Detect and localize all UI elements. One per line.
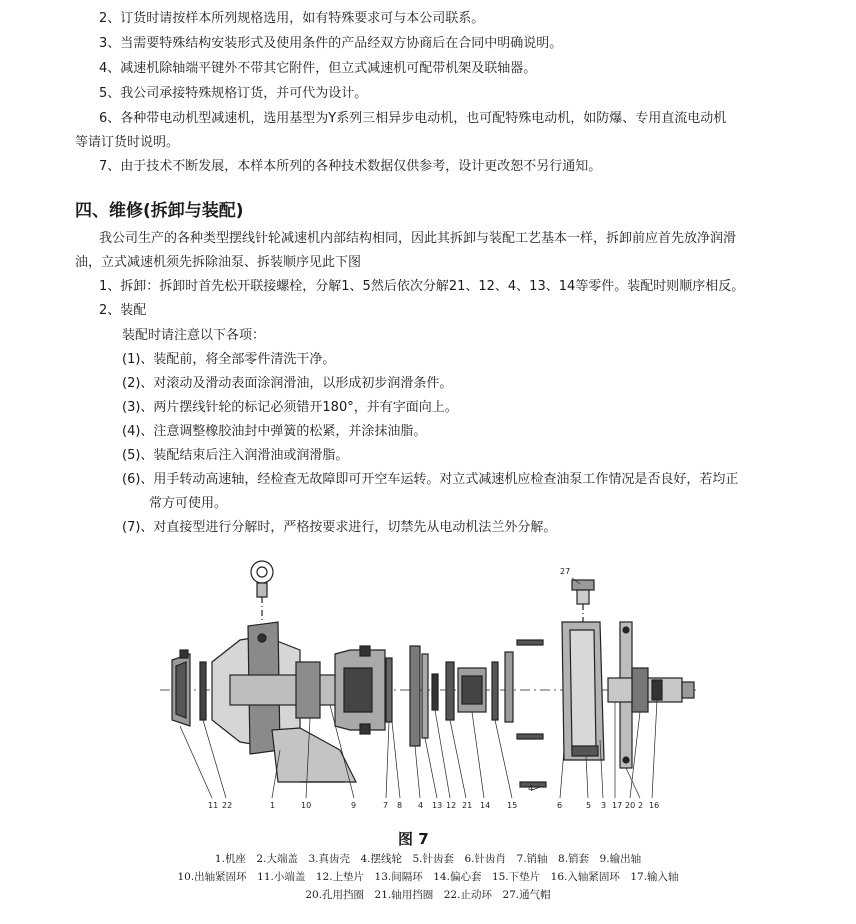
eccentric-sleeve [458, 662, 498, 720]
callout: 14 [480, 801, 491, 810]
step-4: (4)、注意调整橡胶油封中弹簧的松紧，并涂抹油脂。 [122, 424, 427, 439]
callout: 4 [418, 801, 424, 810]
step-1: (1)、装配前，将全部零件清洗干净。 [122, 352, 336, 367]
callout: 11 [208, 801, 219, 810]
callout: 21 [462, 801, 473, 810]
small-end-cover [172, 650, 190, 726]
callout: 12 [446, 801, 457, 810]
callout: 15 [507, 801, 518, 810]
callout: 27 [560, 567, 571, 576]
intro-line-2: 油，立式减速机须先拆除油泵、拆装顺序见此下图 [75, 255, 362, 270]
callout: 4 [528, 784, 534, 793]
note-5: 5、我公司承接特殊规格订货，并可代为设计。 [99, 86, 368, 101]
callout: 3 [601, 801, 607, 810]
pin-gear-parts [505, 640, 546, 787]
cycloid-disc-stack [410, 646, 454, 746]
callout: 13 [432, 801, 443, 810]
callout: 17 [612, 801, 623, 810]
exploded-view-drawing [0, 550, 856, 820]
step-6-cont: 常方可使用。 [149, 496, 228, 511]
note-2: 2、订货时请按样本所列规格选用，如有特殊要求可与本公司联系。 [99, 11, 485, 26]
note-7: 7、由于技术不断发展，本样本所列的各种技术数据仅供参考，设计更改恕不另行通知。 [99, 159, 602, 174]
step-2: (2)、对滚动及滑动表面涂润滑油，以形成初步润滑条件。 [122, 376, 453, 391]
figure-caption: 图 7 [398, 830, 429, 848]
callout: 9 [351, 801, 357, 810]
step-7: (7)、对直接型进行分解时，严格按要求进行，切禁先从电动机法兰外分解。 [122, 520, 557, 535]
step-6: (6)、用手转动高速轴，经检查无故障即可开空车运转。对立式减速机应检查油泵工作情况是否良好，若均正 [122, 472, 739, 487]
assembly-title: 2、装配 [99, 303, 147, 318]
callout: 7 [383, 801, 389, 810]
disassembly-text: 1、拆卸：拆卸时首先松开联接螺栓，分解1、5然后依次分解21、12、4、13、14等零件。装配时则顺序相反。 [99, 279, 745, 294]
note-6: 6、各种带电动机型减速机，选用基型为Y系列三相异步电动机，也可配特殊电动机，如防爆、专用直流电动机 [99, 111, 727, 126]
callout: 10 [301, 801, 312, 810]
callout: 20 [625, 801, 636, 810]
callout: 1 [270, 801, 276, 810]
callout: 6 [557, 801, 563, 810]
eye-bolt-icon [251, 561, 273, 620]
step-5: (5)、装配结束后注入润滑油或润滑脂。 [122, 448, 349, 463]
legend-line-3: 20.孔用挡圈 21.轴用挡圈 22.止动环 27.通气帽 [305, 889, 551, 901]
note-4: 4、减速机除轴端平键外不带其它附件，但立式减速机可配带机架及联轴器。 [99, 61, 537, 76]
callout: 16 [649, 801, 660, 810]
section-title: 四、维修(拆卸与装配) [75, 201, 244, 221]
legend-line-2: 10.出轴紧固环 11.小端盖 12.上垫片 13.间隔环 14.偏心套 15.下垫片 16.入轴紧固环 17.输入轴 [177, 871, 679, 883]
callout: 8 [397, 801, 403, 810]
step-3: (3)、两片摆线针轮的标记必须错开180°，并有字面向上。 [122, 400, 458, 415]
vent-cap-icon [572, 580, 594, 625]
note-3: 3、当需要特殊结构安装形式及使用条件的产品经双方协商后在合同中明确说明。 [99, 36, 563, 51]
intro-line-1: 我公司生产的各种类型摆线针轮减速机内部结构相同，因此其拆卸与装配工艺基本一样，拆卸前应首先放净润滑 [99, 231, 737, 246]
callout: 5 [586, 801, 592, 810]
note-6-cont: 等请订货时说明。 [75, 135, 180, 150]
assembly-note: 装配时请注意以下各项： [122, 328, 266, 343]
callout: 2 [638, 801, 644, 810]
legend-line-1: 1.机座 2.大端盖 3.真齿壳 4.摆线轮 5.针齿套 6.针齿肖 7.销轴 8.销套 9.输出轴 [214, 853, 642, 865]
callout: 22 [222, 801, 233, 810]
